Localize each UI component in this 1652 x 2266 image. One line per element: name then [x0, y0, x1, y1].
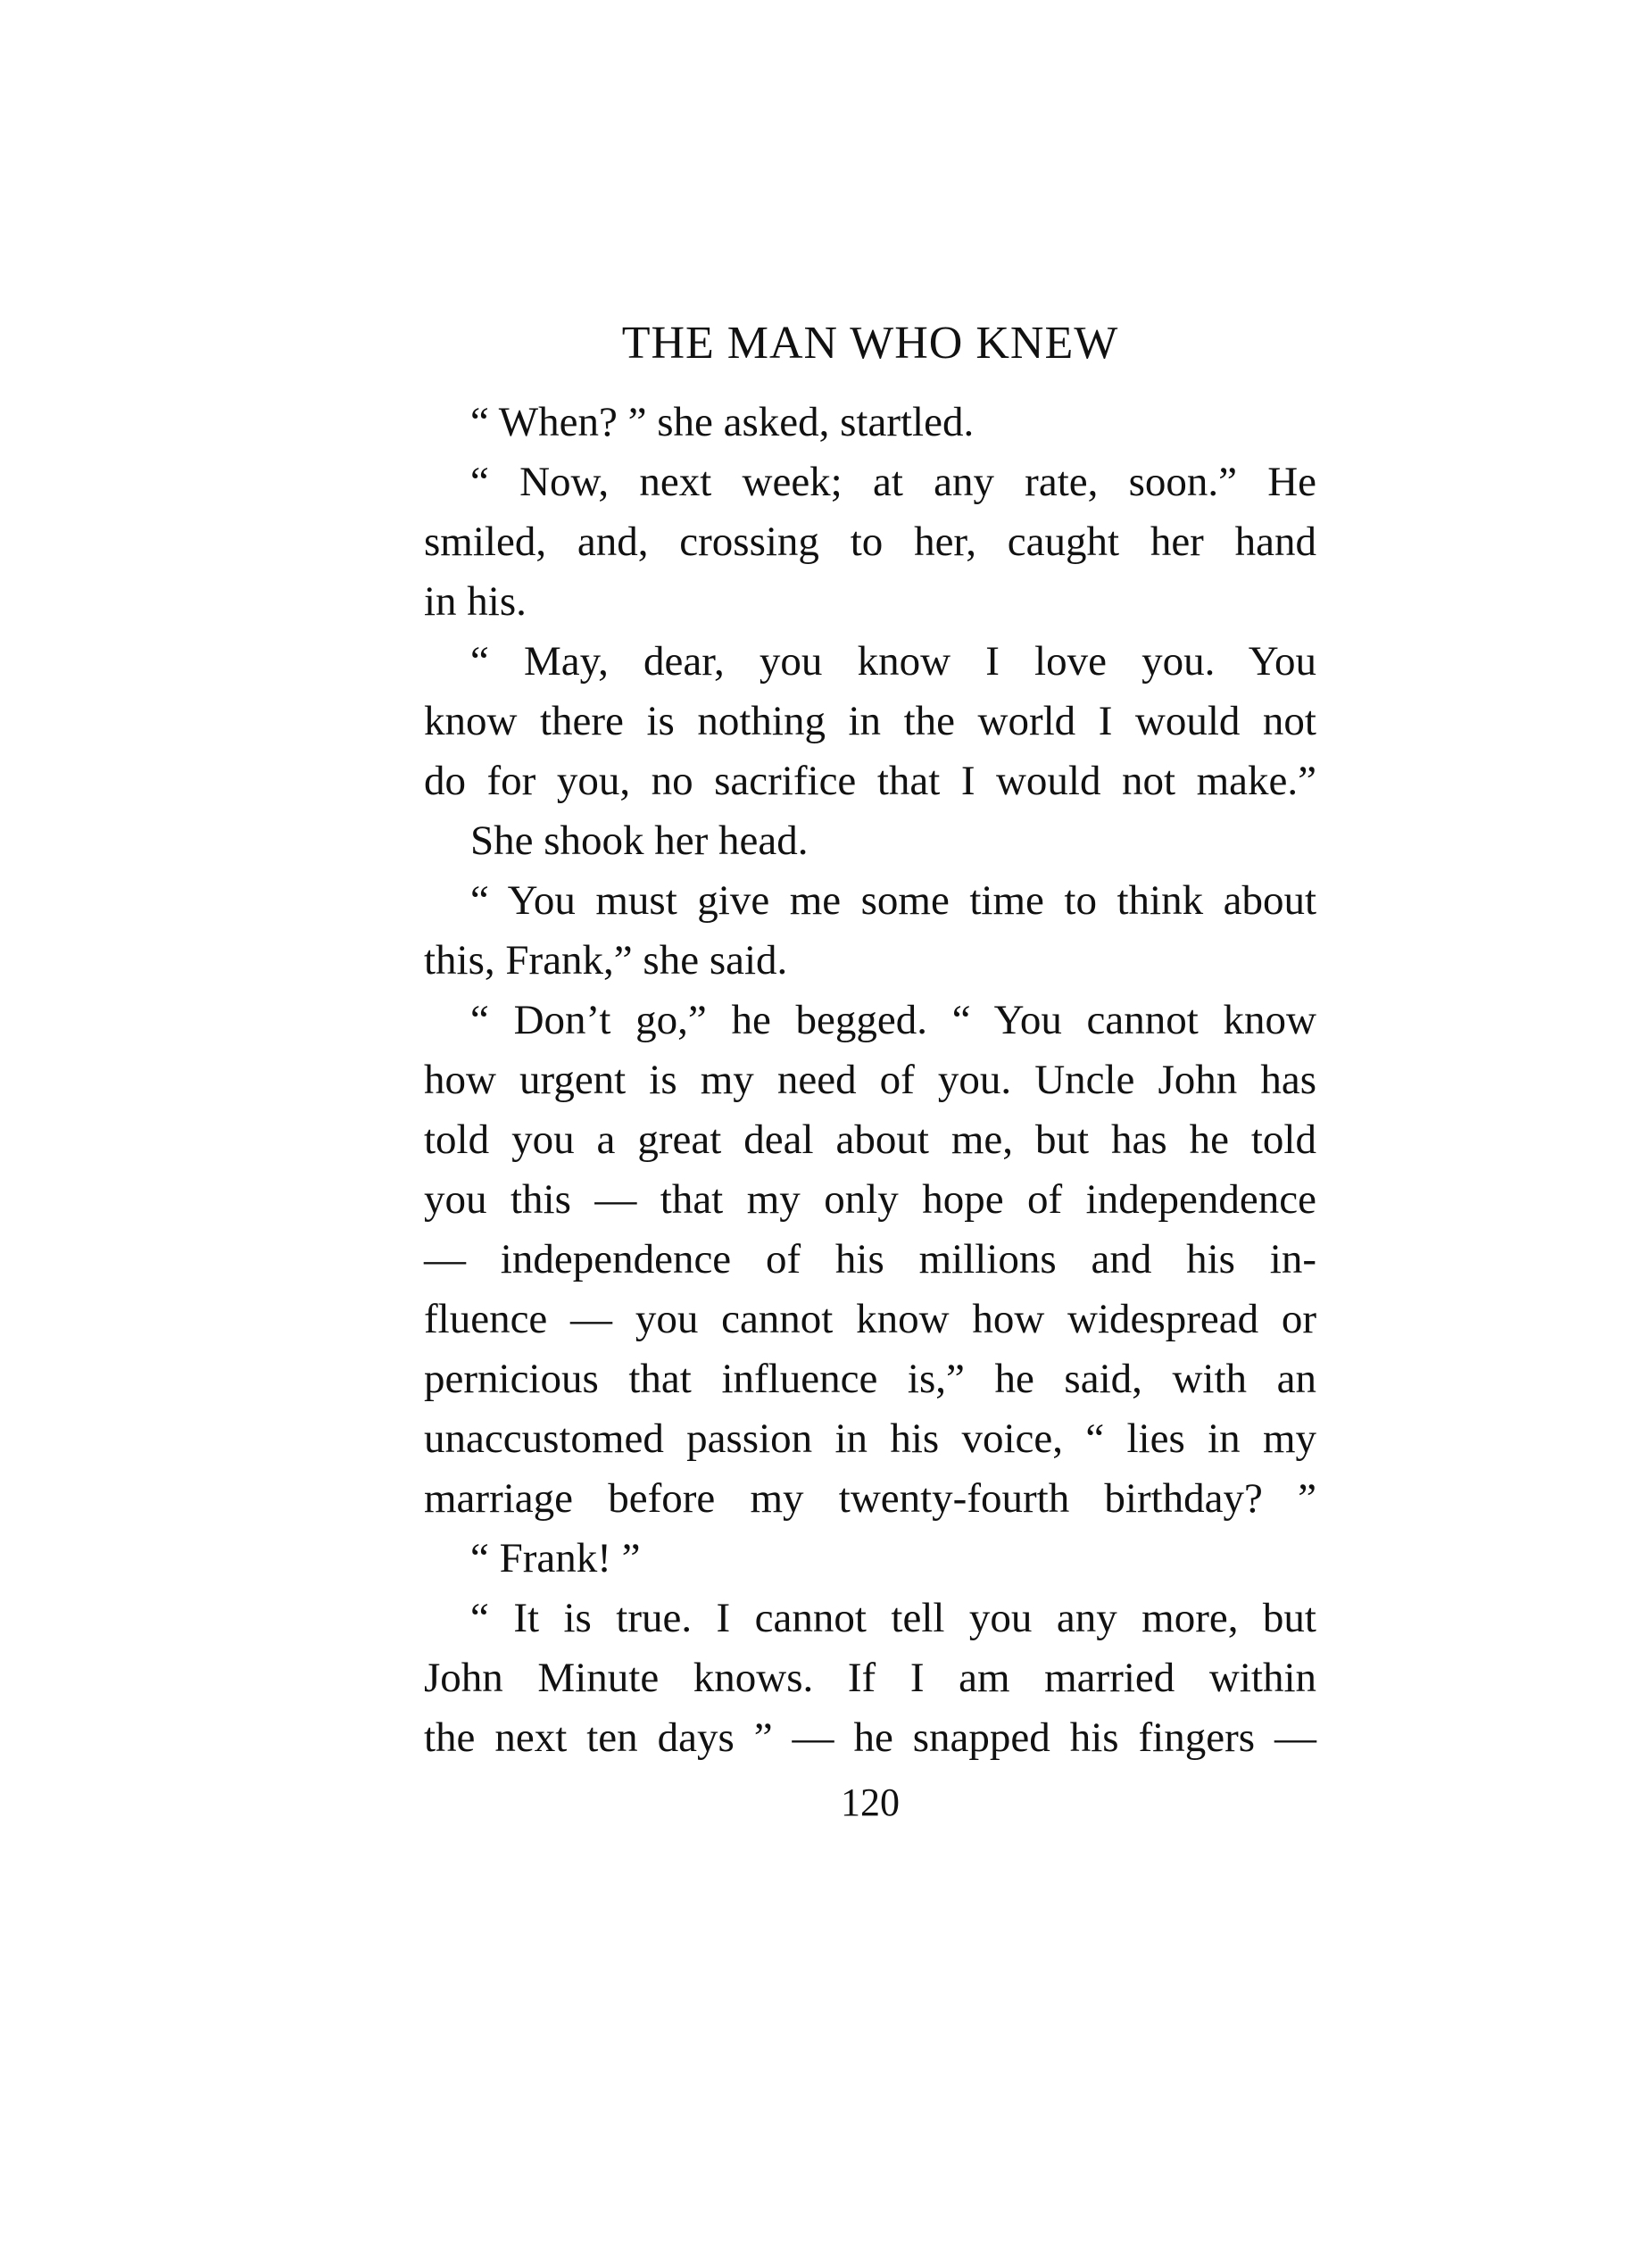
text-line: told you a great deal about me, but has he told — [424, 1116, 1316, 1163]
text-line: in his. — [424, 578, 527, 625]
body-text — [424, 393, 1316, 1768]
text-line: smiled, and, crossing to her, caught her hand — [424, 519, 1316, 565]
running-head: THE MAN WHO KNEW — [621, 318, 1119, 369]
text-line: — independence of his millions and his in- — [424, 1236, 1316, 1282]
text-line: “ Frank! ” — [470, 1535, 641, 1581]
text-line: pernicious that influence is,” he said, with an — [424, 1356, 1316, 1402]
text-line: unaccustomed passion in his voice, “ lies in my — [424, 1415, 1316, 1462]
text-line: “ Now, next week; at any rate, soon.” He — [470, 459, 1316, 505]
text-line: John Minute knows. If I am married within — [424, 1655, 1316, 1701]
text-line: how urgent is my need of you. Uncle John has — [424, 1057, 1316, 1103]
text-line: She shook her head. — [470, 818, 809, 864]
text-line: this, Frank,” she said. — [424, 937, 788, 984]
text-line: do for you, no sacrifice that I would not make.” — [424, 758, 1316, 804]
page-number: 120 — [841, 1780, 900, 1824]
text-line: marriage before my twenty-fourth birthday? ” — [424, 1475, 1316, 1522]
text-line: you this — that my only hope of independence — [424, 1176, 1316, 1223]
text-line: “ Don’t go,” he begged. “ You cannot know — [470, 997, 1316, 1043]
text-line: “ May, dear, you know I love you. You — [470, 638, 1316, 685]
text-line: “ You must give me some time to think about — [470, 877, 1316, 924]
text-line: “ When? ” she asked, startled. — [470, 399, 975, 445]
text-line: the next ten days ” — he snapped his fingers — — [424, 1714, 1316, 1761]
text-line: “ It is true. I cannot tell you any more, but — [470, 1595, 1316, 1641]
text-line: know there is nothing in the world I would not — [424, 698, 1316, 744]
text-line: fluence — you cannot know how widespread or — [424, 1296, 1316, 1342]
